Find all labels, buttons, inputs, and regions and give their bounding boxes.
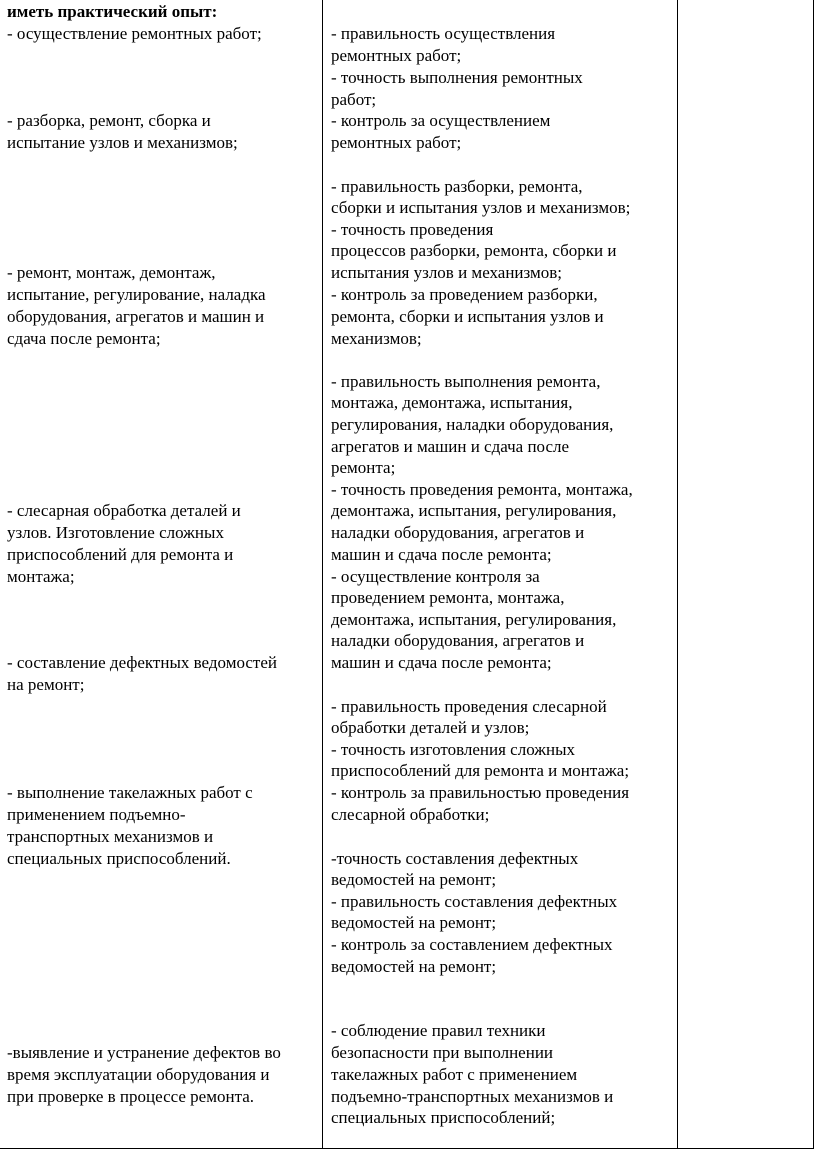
- section-heading: иметь практический опыт:: [7, 2, 218, 21]
- column-divider: [813, 0, 814, 1149]
- column-divider: [322, 0, 323, 1149]
- table-bottom-border: [0, 1148, 814, 1149]
- column-divider: [677, 0, 678, 1149]
